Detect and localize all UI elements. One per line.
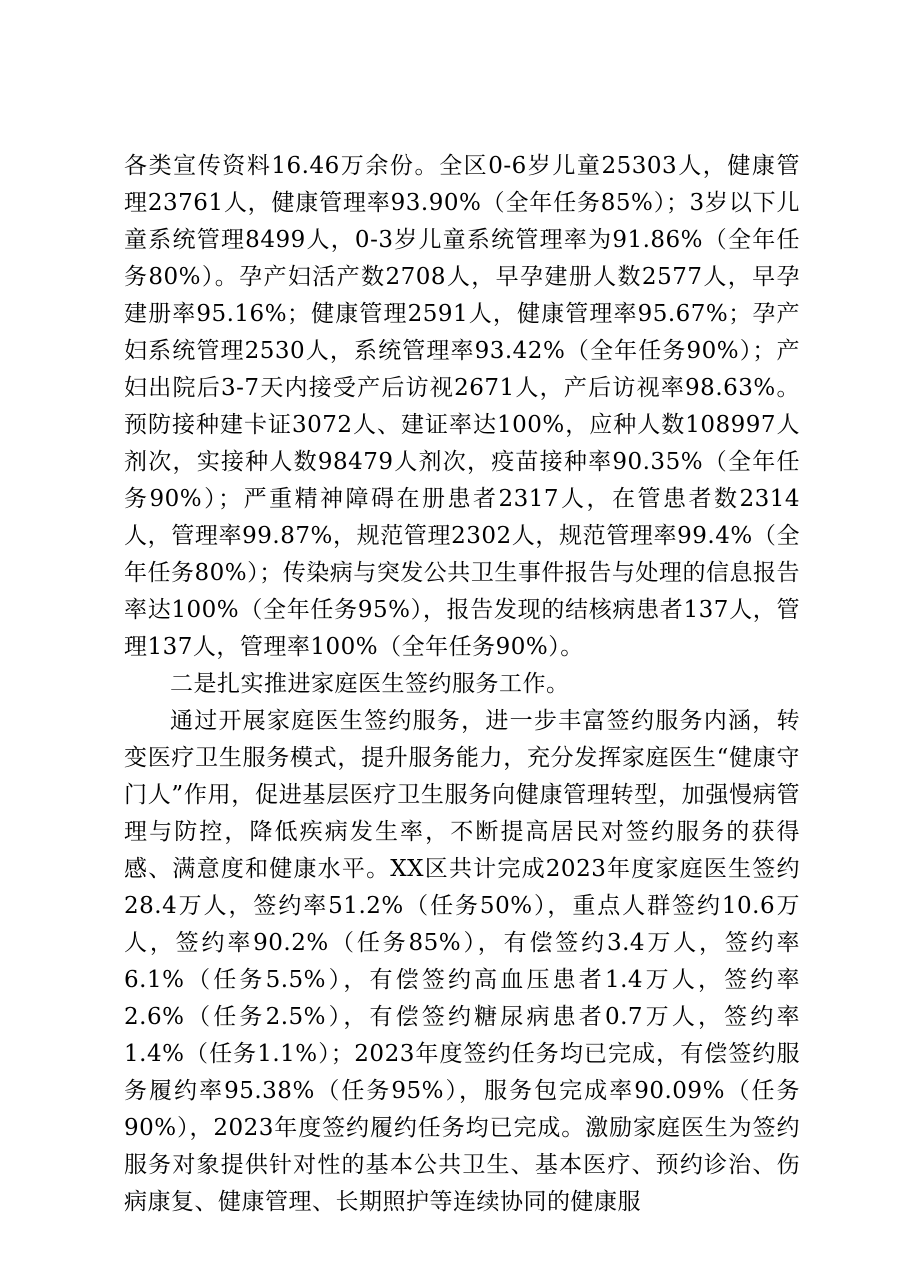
paragraph-family-doctor-service: 通过开展家庭医生签约服务，进一步丰富签约服务内涵，转变医疗卫生服务模式，提升服务能力，充分发挥家庭医生“健康守门人”作用，促进基层医疗卫生服务向健康管理转型，加强慢病管理与防控，降低疾病发生率，不断提高居民对签约服务的获得感、满意度和健康水平。XX区共计完成2023年度家庭医生签约28.4万人，签约率51.2%（任务50%），重点人群签约10.6万人，签约率90.2%（任务85%），有偿签约3.4万人，签约率6.1%（任务5.5%），有偿签约高血压患者1.4万人，签约率2.6%（任务2.5%），有偿签约糖尿病患者0.7万人，签约率1.4%（任务1.1%）；2023年度签约任务均已完成，有偿签约服务履约率95.38%（任务95%），服务包完成率90.09%（任务90%），2023年度签约履约任务均已完成。激励家庭医生为签约服务对象提供针对性的基本公共卫生、基本医疗、预约诊治、伤病康复、健康管理、长期照护等连续协同的健康服 bbox=[124, 708, 800, 1215]
document-body bbox=[124, 148, 800, 1221]
section-heading-family-doctor: 二是扎实推进家庭医生签约服务工作。 bbox=[170, 671, 570, 697]
paragraph-health-statistics: 各类宣传资料16.46万余份。全区0-6岁儿童25303人，健康管理23761人，健康管理率93.90%（全年任务85%）；3岁以下儿童系统管理8499人，0-3岁儿童系统管理率为91.86%（全年任务80%）。孕产妇活产数2708人，早孕建册人数2577人，早孕建册率95.16%；健康管理2591人，健康管理率95.67%；孕产妇系统管理2530人，系统管理率93.42%（全年任务90%）；产妇出院后3-7天内接受产后访视2671人，产后访视率98.63%。预防接种建卡证3072人、建证率达100%，应种人数108997人剂次，实接种人数98479人剂次，疫苗接种率90.35%（全年任务90%）；严重精神障碍在册患者2317人，在管患者数2314人，管理率99.87%，规范管理2302人，规范管理率99.4%（全年任务80%）；传染病与突发公共卫生事件报告与处理的信息报告率达100%（全年任务95%），报告发现的结核病患者137人，管理137人，管理率100%（全年任务90%）。 bbox=[124, 153, 800, 660]
